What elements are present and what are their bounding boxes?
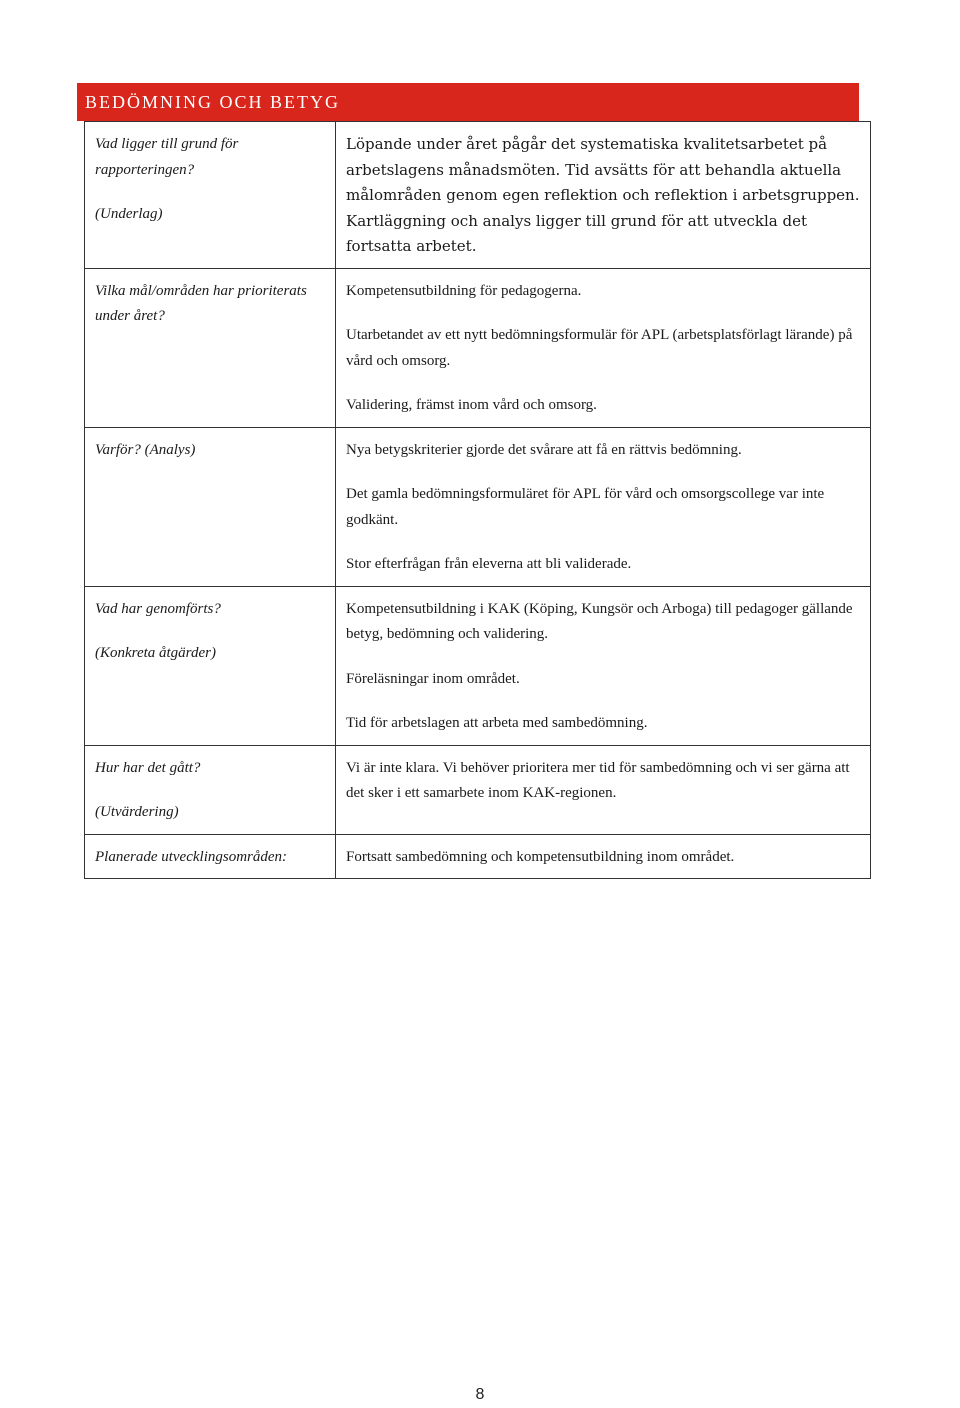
row-content bbox=[336, 427, 871, 586]
content-paragraph: Vi är inte klara. Vi behöver prioritera mer tid för sambedömning och vi ser gärna att det sker i ett samarbete inom KAK-regionen. bbox=[346, 759, 850, 801]
row-content bbox=[336, 586, 871, 745]
row-label bbox=[85, 745, 336, 834]
table-row-utvardering bbox=[85, 745, 871, 834]
label-subtitle: (Konkreta åtgärder) bbox=[95, 645, 216, 661]
assessment-table bbox=[84, 121, 871, 879]
page-number: 8 bbox=[475, 1386, 485, 1403]
label-question: Vad har genomförts? bbox=[95, 600, 221, 617]
label-question: Vilka mål/områden har prioriterats under året? bbox=[95, 282, 307, 324]
label-subtitle: (Utvärdering) bbox=[95, 804, 179, 820]
row-label bbox=[85, 586, 336, 745]
content-paragraph: Föreläsningar inom området. bbox=[346, 670, 520, 687]
content-paragraph: Kompetensutbildning i KAK (Köping, Kungsör och Arboga) till pedagoger gällande betyg, bedömning och validering. bbox=[346, 600, 853, 642]
row-label bbox=[85, 427, 336, 586]
label-question: Hur har det gått? bbox=[95, 759, 201, 776]
label-question: Varför? (Analys) bbox=[95, 441, 196, 458]
table-row-analys bbox=[85, 427, 871, 586]
content-paragraph: Utarbetandet av ett nytt bedömningsformulär för APL (arbetsplatsförlagt lärande) på vård och omsorg. bbox=[346, 327, 853, 369]
row-label bbox=[85, 834, 336, 879]
row-label bbox=[85, 268, 336, 427]
label-question: Planerade utvecklingsområden: bbox=[95, 848, 288, 865]
label-question: Vad ligger till grund för rapporteringen? bbox=[95, 136, 239, 178]
section-header: BEDÖMNING OCH BETYG bbox=[77, 83, 859, 121]
table-row-prioriterade bbox=[85, 268, 871, 427]
content-paragraph: Stor efterfrågan från eleverna att bli validerade. bbox=[346, 556, 632, 572]
table-row-planerade bbox=[85, 834, 871, 879]
row-content bbox=[336, 745, 871, 834]
content-paragraph: Nya betygskriterier gjorde det svårare att få en rättvis bedömning. bbox=[346, 441, 742, 458]
content-paragraph: Fortsatt sambedömning och kompetensutbildning inom området. bbox=[346, 848, 735, 865]
label-subtitle: (Underlag) bbox=[95, 206, 163, 222]
content-paragraph: Kompetensutbildning för pedagogerna. bbox=[346, 282, 582, 299]
content-paragraph: Validering, främst inom vård och omsorg. bbox=[346, 397, 597, 413]
row-content bbox=[336, 268, 871, 427]
row-content bbox=[336, 834, 871, 879]
row-content bbox=[336, 122, 871, 269]
content-paragraph: Löpande under året pågår det systematiska kvalitetsarbetet på arbetslagens månadsmöten. Tid avsätts för att behandla aktuella målområden genom egen reflektion och reflektion i arbetsgruppen. Kartläggning och analys ligger till grund för att utveckla det fortsatta arbetet. bbox=[346, 135, 860, 255]
table-row-underlag bbox=[85, 122, 871, 269]
table-row-genomfort bbox=[85, 586, 871, 745]
content-paragraph: Det gamla bedömningsformuläret för APL för vård och omsorgscollege var inte godkänt. bbox=[346, 486, 825, 528]
content-paragraph: Tid för arbetslagen att arbeta med sambedömning. bbox=[346, 715, 648, 731]
row-label bbox=[85, 122, 336, 269]
